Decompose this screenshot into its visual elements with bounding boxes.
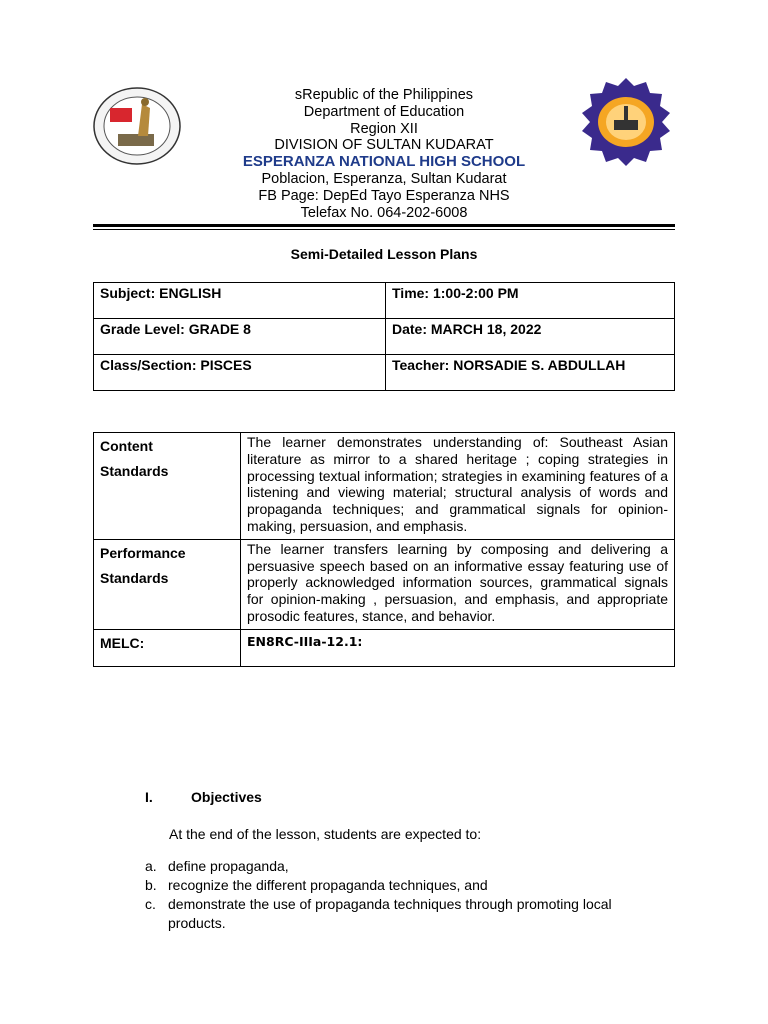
table-row (94, 539, 675, 629)
table-row (94, 433, 675, 540)
list-item-text: demonstrate the use of propaganda techniques through promoting local products. (168, 896, 612, 931)
grade-level-cell: Grade Level: GRADE 8 (94, 319, 386, 355)
header-line-region: Region XII (350, 120, 418, 137)
subject-cell: Subject: ENGLISH (94, 283, 386, 319)
teacher-cell: Teacher: NORSADIE S. ABDULLAH (386, 355, 675, 391)
header-address: Poblacion, Esperanza, Sultan Kudarat (261, 170, 507, 187)
header-fb-page: FB Page: DepEd Tayo Esperanza NHS (258, 187, 510, 204)
table-row (94, 283, 675, 319)
table-row (94, 629, 675, 666)
header-line-republic: sRepublic of the Philippines (294, 87, 474, 103)
header-line-department: Department of Education (303, 103, 465, 120)
content-standards-label (94, 433, 241, 540)
label-line: Standards (100, 569, 169, 586)
letterhead (184, 87, 584, 221)
melc-label: MELC: (94, 629, 241, 666)
time-cell: Time: 1:00-2:00 PM (386, 283, 675, 319)
header-telefax: Telefax No. 064-202-6008 (300, 204, 468, 221)
section-title: Objectives (191, 789, 262, 805)
list-marker: c. (145, 896, 156, 912)
division-of-sultan-kudarat-seal-icon (92, 86, 182, 166)
content-standards-text: The learner demonstrates understanding of: Southeast Asian literature as mirror to a shared heritage ; coping strategies in processing textual information; strategies in examining features of a listening and viewing material; structural analysis of words and propaganda techniques; and grammatical signals for opinion- making, persuasion, and emphasis. (241, 433, 675, 540)
lesson-plan-title: Semi-Detailed Lesson Plans (290, 246, 478, 262)
performance-standards-text: The learner transfers learning by composing and delivering a persuasive speech based on an informative essay featuring use of properly acknowledged information sources, grammatical signals for opinion-making , persuasion, and emphasis, and appropriate prosodic features, stance, and behavior. (241, 539, 675, 629)
esperanza-national-high-school-seal-icon (572, 76, 680, 168)
label-line: Content (100, 438, 153, 454)
label-line: Standards (100, 463, 169, 479)
header-divider-thick (93, 224, 675, 227)
table-row (94, 319, 675, 355)
standards-table (93, 432, 675, 667)
lesson-info-table (93, 282, 675, 391)
list-item-text: define propaganda, (168, 858, 289, 874)
school-name: ESPERANZA NATIONAL HIGH SCHOOL (242, 153, 526, 171)
header-line-division: DIVISION OF SULTAN KUDARAT (274, 137, 494, 154)
objectives-intro: At the end of the lesson, students are expected to: (169, 826, 482, 842)
list-item-text: recognize the different propaganda techniques, and (168, 877, 488, 893)
class-section-cell: Class/Section: PISCES (94, 355, 386, 391)
section-number: I. (145, 789, 153, 805)
table-row (94, 355, 675, 391)
header-divider-thin (93, 229, 675, 230)
melc-code: EN8RC-IIIa-12.1: (241, 629, 675, 666)
date-cell: Date: MARCH 18, 2022 (386, 319, 675, 355)
label-line: Performance (100, 544, 186, 561)
list-marker: b. (145, 877, 157, 893)
performance-standards-label (94, 539, 241, 629)
list-marker: a. (145, 858, 157, 874)
